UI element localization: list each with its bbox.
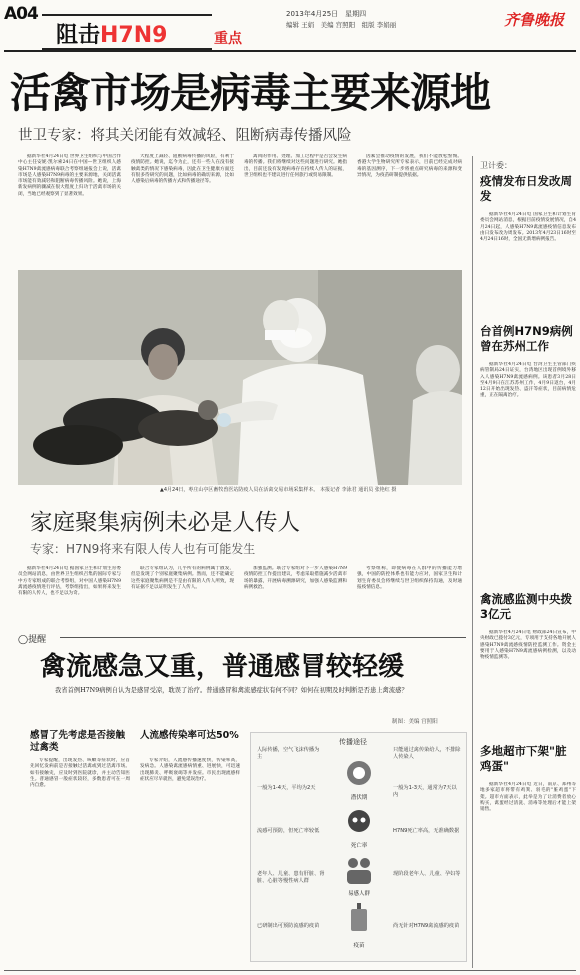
story2-col-4 <box>357 566 462 628</box>
notice-col-1-title: 感冒了先考虑是否接触过禽类 <box>30 730 126 753</box>
notice-col-1-body <box>30 758 130 958</box>
lead-body <box>18 154 466 274</box>
sidebar-block3-text: 据新华社4月24日电 财政部24日宣布，中央财政已拨付3亿元，专项用于支持各地开展人感染H7N9禽流感疫情防控监测工作。资金主要用于人感染H7N9禽流感病例检测，以及动物疫情监测等。 <box>480 630 576 661</box>
lead-col-2 <box>131 154 234 272</box>
sidebar-block3-body <box>480 630 576 740</box>
notice-col-2-title: 人流感传染率可达50% <box>140 730 239 741</box>
notice-col-2-body <box>140 758 240 958</box>
infographic <box>250 732 467 962</box>
notice-col-1 <box>30 730 130 960</box>
sidebar-block1-title: 疫情发布日发改周发 <box>480 174 572 203</box>
lead-col-2-text: 大程度上减轻、阻断病毒传播的风险，有利于疫情防控。她说，迄今为止，还有一些人在没有接触禽类的情况下感染病毒，因此在卫生健康方面还有很多待研究的问题，比如病毒的确切来源，比如人感染后病毒的传播方式和传播途径等。 <box>131 154 234 185</box>
editors-line: 编辑 王娟 美编 宫照阳 组版 李娟丽 <box>286 21 397 29</box>
sidebar-block4-title: 多地超市下架"脏鸡蛋" <box>480 744 567 773</box>
incubation-icon <box>339 757 379 797</box>
story2-headline: 家庭聚集病例未必是人传人 <box>30 510 301 536</box>
infographic-title: 传播途径 <box>339 738 367 746</box>
story2-col-2-text: 联合专家组认为，几乎所有的病例属于散发，但是发现了个别家庭聚集病例。然而，还不能确定这些家庭聚集病例是不是由有限的人传人所致，现有证据不足以证明发生了人传人。 <box>131 566 234 590</box>
lead-col-1-text: 据新华社4月24日电 世界卫生组织与中国合作中心主任安妮·凯尔索24日在中国—世卫组织人感染H7N9禽流感病毒联合考察组通报会上说，活禽市场是人感染H7N9病毒的主要来源地，关闭活禽市场能有效减轻和阻断病毒传播风险。她说，上海新发病例的骤减在很大程度上归功于活禽市场的关闭，当地已经观察到了显著效果。 <box>18 154 121 197</box>
info-icon-label-2: 死亡率 <box>350 843 368 849</box>
photo-caption <box>160 486 465 493</box>
story2-col-3-text: 加强监测。联合专家组对下一步人感染H7N9疫情防控工作提出建议，考虑采取措施减少活禽市场的暴露，开展病毒溯源研究，加强人感染监测和病例救治。 <box>244 566 347 590</box>
info-item-7: 老年人、儿童、患有肝脏、肾脏、心脏等慢性病人群 <box>257 871 325 884</box>
info-icon-label-1: 潜伏期 <box>350 795 368 801</box>
story2-col-2 <box>131 566 234 628</box>
section-title-main: 阻击 <box>56 23 101 48</box>
story2-col-1-text: 据新华社4月24日电 据国家卫生和计划生育委员会网站消息，由世界卫生组织召集的国际专家与中方专家组成的联合考察组，对中国人感染H7N9禽流感疫情进行评估，考察组指出，如果将来发生有限的人传人，也不足以为奇。 <box>18 566 121 597</box>
sidebar-block1-text: 据新华社4月24日电 国家卫生和计划生育委员会网站消息，根据目前疫情发展情况，自4月24日起，人感染H7N9禽流感疫情信息发布由日发布改为周发布。2013年4月23日16时至4月24日16时，全国无新增病例报告。 <box>480 212 576 243</box>
story2-col-4-text: 考察组称，即使病毒在人群中的传播能力增强，中国的防控体系也有能力应对，国家卫生和计划生育委员会将继续与世卫组织保持沟通，及时通报疫情信息。 <box>357 566 462 590</box>
lead-subhead: 世卫专家：将其关闭能有效减轻、阻断病毒传播风险 <box>18 128 352 144</box>
info-item-1: 人际传播，空气飞沫传播为主 <box>257 747 320 760</box>
photo-caption-text: 4月24日，枣庄山亭区畜牧兽医站防疫人员在活禽交易市场采集样本。 <box>163 487 319 493</box>
lead-col-3 <box>244 154 347 272</box>
lead-col-4-text: 因素会推动疫情的发展，我们不能放松警惕。香港大学生物研究所专家表示，目前已经完成对病毒的基因测序，下一步将重点研究病毒的来源和变异情况，为疫苗研制提供依据。 <box>357 154 462 178</box>
sidebar <box>480 160 576 968</box>
notice-headline: 禽流感急又重，普通感冒较轻缓 <box>40 652 405 682</box>
syringe-icon <box>339 901 379 941</box>
people-icon <box>339 853 379 893</box>
sidebar-divider <box>472 156 473 968</box>
sidebar-block2-text: 据新华社4月24日电 台湾卫生主管部门疾病管制局24日证实，台湾地区出现首例境外移入人感染H7N9禽流感病例。该患者3月28日至4月9日在江苏苏州工作，4月9日返台，4月12日开始出现发热、盗汗等症状，目前病情危重，正在隔离治疗。 <box>480 362 576 399</box>
sidebar-block4-text: 据新华社4月24日电 近日，南京、郑州等地多家超市将带有鸡粪、羽毛的"脏鸡蛋"下架。超市方面表示，此举是为了让消费者放心购买，禽蛋经过清洗、消毒等处理后才能上架销售。 <box>480 782 576 813</box>
notice-label-text: 提醒 <box>28 635 47 645</box>
notice-circle-icon: ◯ <box>18 635 29 645</box>
footer-rule <box>4 970 576 971</box>
info-item-3: 一般为1-4天，平均为2天 <box>257 785 316 791</box>
notice-col-2-text: 专家介绍，人流感传播速度快，传染率高，发病急。人感染禽流感病情重、进展快，可迅速出现肺炎、呼吸衰竭等并发症。市民出现流感样症状应尽早就医，避免延误治疗。 <box>140 758 240 782</box>
notice-col-2 <box>140 730 240 960</box>
photo-caption-marker: ▲ <box>160 487 164 493</box>
info-item-5: 流感可预防，但死亡率较低 <box>257 828 320 834</box>
lead-headline: 活禽市场是病毒主要来源地 <box>10 69 490 117</box>
sidebar-block1-body <box>480 212 576 322</box>
sidebar-kicker: 卫计委： <box>480 161 512 170</box>
story2-col-3 <box>244 566 347 628</box>
notice-credit: 制图：美编 宫照阳 <box>392 719 438 725</box>
lead-col-4 <box>357 154 462 272</box>
notice-rule <box>60 637 466 638</box>
sidebar-block2-body <box>480 362 576 587</box>
notice-intro <box>46 686 456 712</box>
info-item-9: 已研制出可预防流感的疫苗 <box>257 923 320 929</box>
sidebar-block2-title: 台首例H7N9病例曾在苏州工作 <box>480 324 573 353</box>
info-item-4: 一般为1-3天，通常为7天以内 <box>393 785 457 798</box>
skull-icon <box>339 805 379 845</box>
story2-body <box>18 566 466 630</box>
story2-subhead: 专家：H7N9将来有限人传人也有可能发生 <box>30 542 256 556</box>
section-title-virus: H7N9 <box>100 23 168 48</box>
sidebar-block4-body <box>480 782 576 966</box>
page-number: A04 <box>4 4 38 24</box>
section-tag: 重点 <box>214 31 242 47</box>
info-item-2: 只能通过禽传染给人，不排除人传染人 <box>393 747 461 760</box>
page-header <box>0 0 580 58</box>
info-item-10: 尚无针对H7N9禽流感的疫苗 <box>393 923 460 929</box>
info-item-6: H7N9死亡率高，无准确数据 <box>393 828 460 834</box>
sidebar-block3-title: 禽流感监测中央拨3亿元 <box>480 592 572 621</box>
notice-label <box>18 632 46 645</box>
lead-col-1 <box>18 154 121 272</box>
section-title <box>56 18 167 49</box>
story2-col-1 <box>18 566 121 628</box>
info-icon-label-4: 疫苗 <box>353 943 365 949</box>
photo-credit: 本报记者 李泳君 通讯员 张艳红 摄 <box>320 487 397 493</box>
info-item-8: 现阶段老年人、儿童、孕妇等 <box>393 871 461 877</box>
date-line: 2013年4月25日 星期四 <box>286 10 367 18</box>
notice-col-1-text: 专家提醒，出现发热、咳嗽等症状时，应首先回忆发病前是否接触过活禽或到过活禽市场。如有接触史，应及时到医院就诊，并主动告知医生。普通感冒一般症状较轻，多数患者可在一周内自愈。 <box>30 758 130 789</box>
news-photo <box>18 270 462 485</box>
notice-intro-text: 我省首例H7N9病例自认为是感冒受凉，耽误了治疗。普通感冒和禽流感症状有何不同？如何在初期及时判断是否患上禽流感？ <box>55 687 408 694</box>
header-rule <box>4 50 576 52</box>
lead-col-3-text: 禽肉的作用、处理、加工过程中是否会发生病毒的传播。我们将继续对这些问题进行研究。她指出，目前还没有发现病毒存在持续人传人的证据，世卫组织也不建议进行任何旅行或贸易限制。 <box>244 154 347 178</box>
info-icon-label-3: 易感人群 <box>347 891 370 897</box>
masthead-logo: 齐鲁晚报 <box>504 11 565 29</box>
